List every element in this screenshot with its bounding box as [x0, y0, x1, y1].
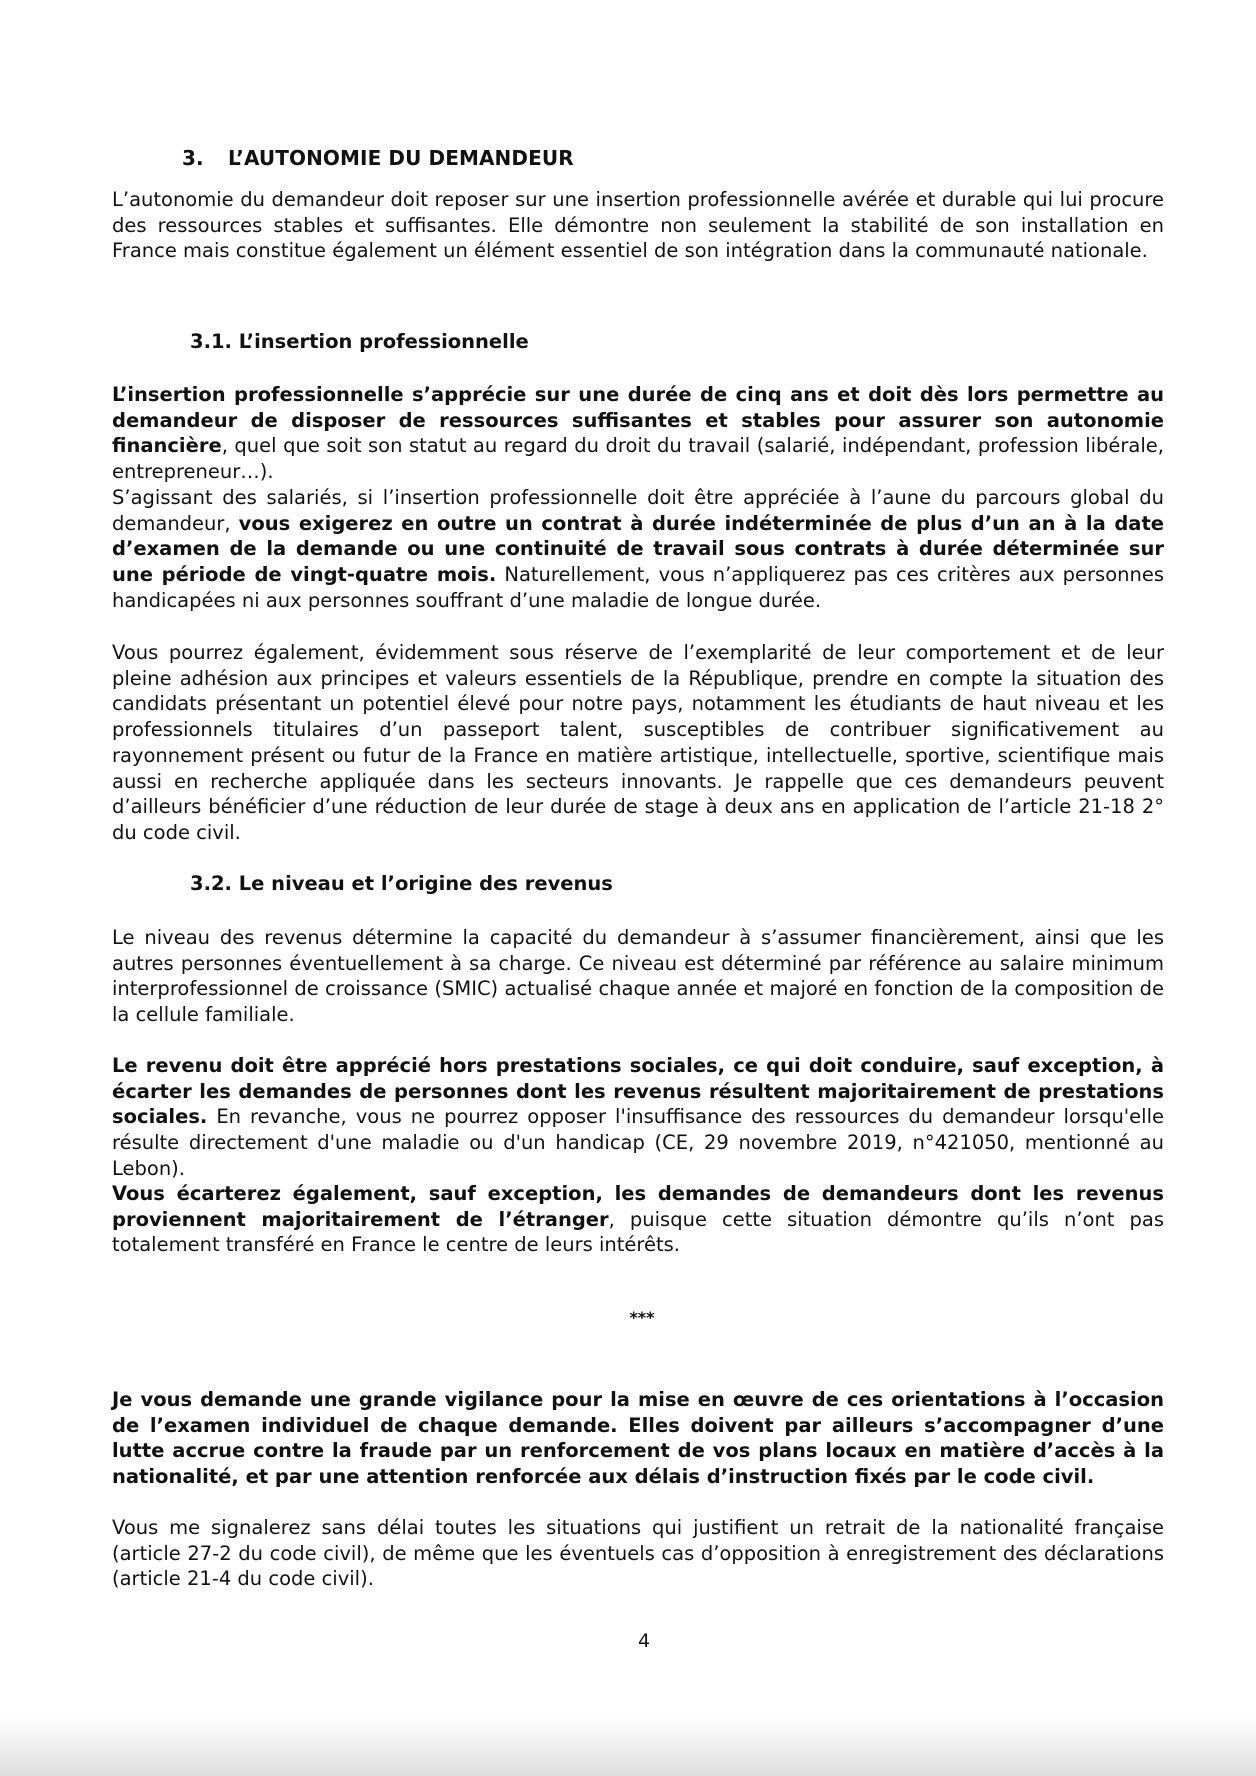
- sub2-paragraph-2: [112, 1053, 1164, 1182]
- closing-p1-bold: Je vous demande une grande vigilance pour la mise en œuvre de ces orientations à l’occasion de l’examen individuel de chaque demande. Elles doivent par ailleurs s’accompagner d’une lutte accrue contre la fraude par un renforcement de vos plans locaux en matière d’accès à la nationalité, et par une attention renforcée aux délais d’instruction fixés par le code civil.: [112, 1388, 1164, 1489]
- subsection-heading-3-1: 3.1. L’insertion professionnelle: [190, 330, 529, 353]
- section-separator: ***: [629, 1308, 655, 1327]
- sub2-paragraph-1: Le niveau des revenus détermine la capacité du demandeur à s’assumer financièrement, ainsi que les autres personnes éventuellement à sa charge. Ce niveau est déterminé par référence au salaire minimum interprofessionnel de croissance (SMIC) actualisé chaque année et majoré en fonction de la composition de la cellule familiale.: [112, 926, 1164, 1027]
- sub2-p2-rest: En revanche, vous ne pourrez opposer l'insuffisance des ressources du demandeur lorsqu'elle résulte directement d'une maladie ou d'un handicap (CE, 29 novembre 2019, n°421050, mentionné au Lebon).: [112, 1105, 1164, 1180]
- sub1-p2-bold: vous exigerez en outre un contrat à durée indéterminée de plus d’un an à la date d’examen de la demande ou une continuité de travail sous contrats à durée déterminée sur une période de vingt-quatre mois.: [112, 511, 1164, 587]
- sub1-p1-bold: L’insertion professionnelle s’apprécie sur une durée de cinq ans et doit dès lors permettre au demandeur de disposer de ressources suffisantes et stables pour assurer son autonomie financière: [112, 383, 1164, 458]
- section-title: L’AUTONOMIE DU DEMANDEUR: [228, 146, 574, 170]
- sub1-paragraph-2: [112, 485, 1164, 614]
- sub2-p2-bold: Le revenu doit être apprécié hors prestations sociales, ce qui doit conduire, sauf exception, à écarter les demandes de personnes dont les revenus résultent majoritairement de prestations sociales.: [112, 1054, 1164, 1129]
- sub2-p3-bold: Vous écarterez également, sauf exception, les demandes de demandeurs dont les revenus proviennent majoritairement de l’étranger: [112, 1182, 1164, 1231]
- sub1-paragraph-1: [112, 382, 1164, 485]
- closing-paragraph-1: [112, 1387, 1164, 1490]
- intro-paragraph: L’autonomie du demandeur doit reposer sur une insertion professionnelle avérée et durable qui lui procure des ressources stables et suffisantes. Elle démontre non seulement la stabilité de son installation en France mais constitue également un élément essentiel de son intégration dans la communauté nationale.: [112, 188, 1164, 263]
- subsection-heading-3-2: 3.2. Le niveau et l’origine des revenus: [190, 872, 613, 895]
- sub1-p2-start: S’agissant des salariés, si l’insertion professionnelle doit être appréciée à l’aune du parcours global du demandeur,: [112, 486, 1164, 535]
- section-heading: [182, 146, 574, 170]
- section-number: 3.: [182, 146, 204, 170]
- closing-paragraph-2: Vous me signalerez sans délai toutes les situations qui justifient un retrait de la nationalité française (article 27-2 du code civil), de même que les éventuels cas d’opposition à enregistrement des déclarations (article 21-4 du code civil).: [112, 1516, 1164, 1591]
- sub2-paragraph-3: [112, 1181, 1164, 1258]
- sub1-p1-rest: , quel que soit son statut au regard du droit du travail (salarié, indépendant, profession libérale, entrepreneur…).: [112, 434, 1164, 484]
- scan-shadow: [0, 1716, 1256, 1776]
- sub1-paragraph-3: Vous pourrez également, évidemment sous réserve de l’exemplarité de leur comportement et de leur pleine adhésion aux principes et valeurs essentiels de la République, prendre en compte la situation des candidats présentant un potentiel élevé pour notre pays, notamment les étudiants de haut niveau et les professionnels titulaires d’un passeport talent, susceptibles de contribuer significativement au rayonnement présent ou futur de la France en matière artistique, intellectuelle, sportive, scientifique mais aussi en recherche appliquée dans les secteurs innovants. Je rappelle que ces demandeurs peuvent d’ailleurs bénéficier d’une réduction de leur durée de stage à deux ans en application de l’article 21-18 2° du code civil.: [112, 641, 1164, 844]
- sub2-p3-rest: , puisque cette situation démontre qu’ils n’ont pas totalement transféré en France le centre de leurs intérêts.: [112, 1207, 1164, 1257]
- sub1-p2-rest: Naturellement, vous n’appliquerez pas ces critères aux personnes handicapées ni aux personnes souffrant d’une maladie de longue durée.: [112, 563, 1164, 612]
- page-number: 4: [637, 1630, 651, 1652]
